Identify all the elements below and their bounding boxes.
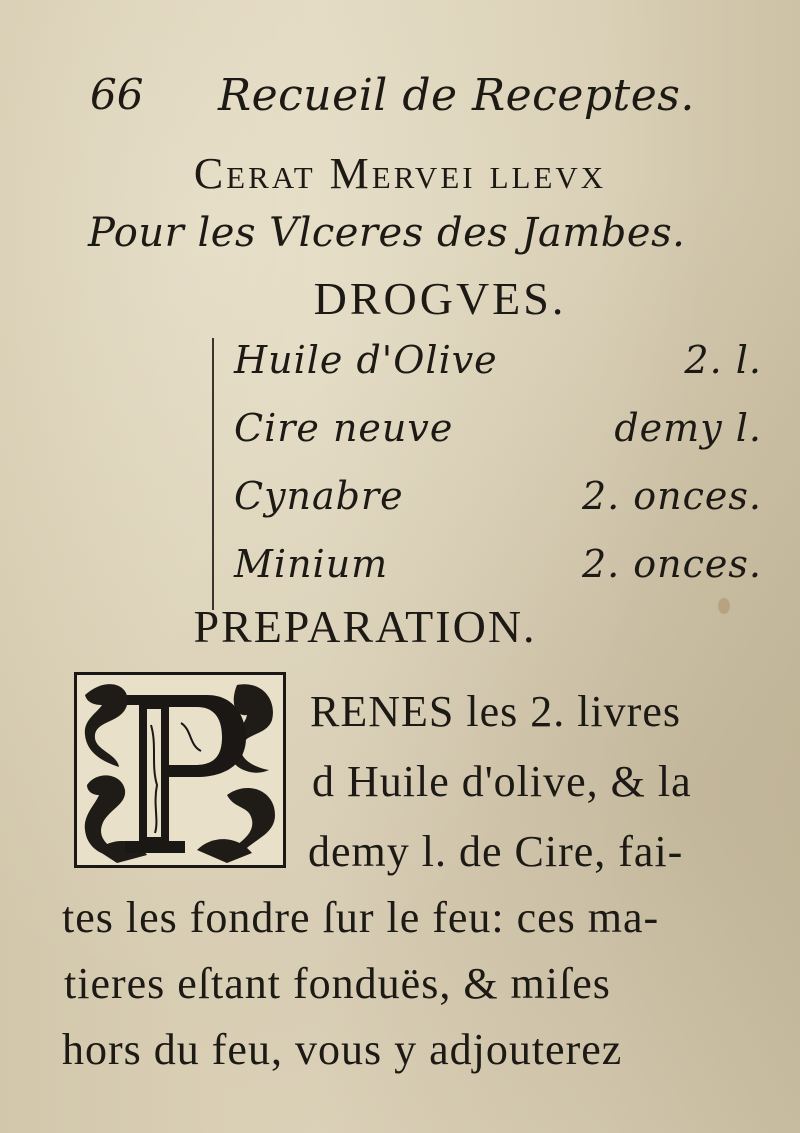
preparation-heading: PREPARATION. (193, 601, 537, 652)
page-header (90, 70, 730, 140)
body-text-line: hors du feu, vous y adjouterez (62, 1025, 623, 1074)
body-text-line: demy l. de Cire, fai- (308, 827, 684, 876)
ingredient-list (212, 338, 772, 610)
recipe-title: Cerat Mervei llevx (193, 149, 607, 198)
ingredient-name: Cynabre (234, 474, 404, 518)
body-text-line: tieres eſtant fonduës, & miſes (64, 959, 611, 1008)
ingredient-quantity: 2. l. (684, 338, 762, 382)
running-title: Recueil de Receptes. (218, 70, 695, 121)
ingredient-quantity: demy l. (614, 406, 762, 450)
ingredient-row (212, 406, 772, 474)
ingredient-row (212, 338, 772, 406)
body-text-line: RENES les 2. livres (310, 687, 681, 736)
decorated-initial (74, 672, 286, 868)
body-text-line: d Huile d'olive, & la (312, 757, 692, 806)
body-text-line: tes les fondre ſur le feu: ces ma- (62, 893, 660, 942)
recipe-subtitle: Pour les Vlceres des Jambes. (88, 210, 686, 256)
ingredient-quantity: 2. onces. (581, 542, 762, 586)
ingredient-name: Minium (234, 542, 389, 586)
ingredient-name: Cire neuve (234, 406, 454, 450)
ingredient-quantity: 2. onces. (581, 474, 762, 518)
ingredient-name: Huile d'Olive (234, 338, 498, 382)
ornament-foliage-icon (77, 675, 283, 865)
ingredient-row (212, 474, 772, 542)
page-number: 66 (90, 70, 144, 119)
drogues-heading: DROGVES. (313, 273, 567, 324)
